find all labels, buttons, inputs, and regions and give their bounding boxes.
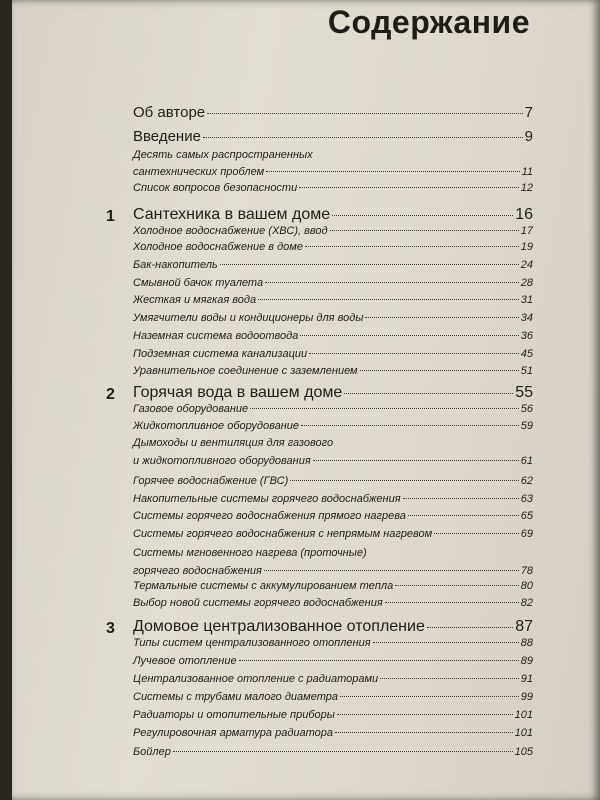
chapter-title: Горячая вода в вашем доме [133, 384, 343, 401]
dot-leader [385, 602, 519, 603]
toc-entry-label: Умягчители воды и кондиционеры для воды [133, 312, 364, 324]
chapter-number: 1 [106, 208, 115, 225]
toc-page-number: 69 [520, 528, 533, 540]
toc-page-number: 91 [520, 673, 533, 685]
toc-entry [133, 277, 533, 289]
toc-entry [133, 182, 533, 194]
dot-leader [264, 570, 519, 571]
toc-entry-label: Об авторе [133, 104, 206, 121]
toc-entry [133, 580, 533, 592]
dot-leader [300, 335, 518, 336]
toc-page-number: 7 [524, 104, 533, 121]
toc-entry-label: Накопительные системы горячего водоснабжения [133, 493, 401, 505]
toc-entry [133, 225, 533, 237]
dot-leader [403, 498, 519, 499]
toc-page-number: 51 [520, 365, 533, 377]
dot-leader [330, 230, 519, 231]
toc-page-number: 34 [520, 312, 533, 324]
dot-leader [337, 714, 513, 715]
dot-leader [301, 425, 519, 426]
toc-entry-label: Бойлер [133, 746, 171, 758]
dot-leader [360, 370, 519, 371]
toc-entry-introduction [133, 128, 533, 145]
toc-entry-label: Регулировочная арматура радиатора [133, 727, 334, 739]
toc-page-number: 78 [520, 565, 533, 577]
dot-leader [434, 533, 519, 534]
toc-entry-label: Холодное водоснабжение в доме [133, 241, 303, 253]
toc-entry-label: Централизованное отопление с радиаторами [133, 673, 379, 685]
toc-entry-label: сантехнических проблем [133, 166, 265, 178]
toc-page-number: 80 [520, 580, 533, 592]
toc-page-number: 9 [524, 128, 533, 145]
toc-page-number: 88 [520, 637, 533, 649]
toc-entry [133, 420, 533, 432]
toc-entry [133, 294, 533, 306]
dot-leader [220, 264, 519, 265]
dot-leader [207, 113, 523, 114]
toc-entry-label: Радиаторы и отопительные приборы [133, 709, 335, 721]
toc-entry-label: горячего водоснабжения [133, 565, 262, 577]
toc-page-number: 11 [521, 166, 533, 178]
toc-entry-label: Уравнительное соединение с заземлением [133, 365, 358, 377]
toc-entry-label: Системы горячего водоснабжения прямого нагрева [133, 510, 406, 522]
toc-entry [133, 493, 533, 505]
dot-leader [258, 299, 519, 300]
toc-page-number: 87 [515, 618, 533, 635]
toc-entry [133, 312, 533, 324]
toc-entry-label: Системы горячего водоснабжения с непрямым нагревом [133, 528, 433, 540]
toc-entry-label-line1: Системы мгновенного нагрева (проточные) [133, 547, 367, 559]
dot-leader [313, 460, 519, 461]
toc-entry [133, 727, 533, 739]
toc-entry [133, 365, 533, 377]
dot-leader [427, 627, 513, 628]
dot-leader [309, 353, 519, 354]
toc-entry [133, 637, 533, 649]
page-title: Содержание [327, 4, 530, 40]
toc-entry [133, 403, 533, 415]
dot-leader [408, 515, 519, 516]
dot-leader [380, 678, 519, 679]
dot-leader [373, 642, 519, 643]
dot-leader [335, 732, 513, 733]
dot-leader [290, 480, 518, 481]
chapter-number: 2 [106, 386, 115, 403]
toc-entry-label: Наземная система водоотвода [133, 330, 299, 342]
dot-leader [395, 585, 519, 586]
toc-page-number: 56 [520, 403, 533, 415]
chapter-title: Сантехника в вашем доме [133, 206, 331, 223]
dot-leader [340, 696, 519, 697]
toc-page-number: 24 [520, 259, 533, 271]
chapter-title: Домовое централизованное отопление [133, 618, 425, 635]
toc-entry [133, 475, 533, 487]
toc-page-number: 62 [520, 475, 533, 487]
toc-page-number: 16 [515, 206, 533, 223]
toc-entry-label: Системы с трубами малого диаметра [133, 691, 338, 703]
toc-entry-label-line1: Дымоходы и вентиляция для газового [133, 437, 334, 449]
dot-leader [365, 317, 518, 318]
dot-leader [203, 137, 523, 138]
chapter-number: 3 [106, 620, 115, 637]
toc-page-number: 105 [514, 746, 533, 758]
toc-page-number: 36 [520, 330, 533, 342]
toc-page-number: 17 [520, 225, 533, 237]
toc-entry-label: Газовое оборудование [133, 403, 249, 415]
toc-entry [133, 330, 533, 342]
toc-page-number: 65 [520, 510, 533, 522]
toc-entry [133, 691, 533, 703]
dot-leader [265, 282, 519, 283]
toc-page-number: 19 [520, 241, 533, 253]
book-page [12, 0, 600, 800]
dot-leader [250, 408, 519, 409]
toc-chapter-entry [133, 384, 533, 402]
toc-entry [133, 597, 533, 609]
toc-entry [133, 348, 533, 360]
toc-entry [133, 259, 533, 271]
dot-leader [344, 393, 513, 394]
toc-entry-label: Подземная система канализации [133, 348, 308, 360]
dot-leader [173, 751, 513, 752]
toc-entry [133, 166, 533, 178]
toc-entry-label: Жесткая и мягкая вода [133, 294, 257, 306]
toc-entry-label: Холодное водоснабжение (ХВС), ввод [133, 225, 328, 237]
toc-entry-label: Жидкотопливное оборудование [133, 420, 299, 432]
toc-entry-label-line1: Десять самых распространенных [133, 149, 313, 161]
toc-chapter-entry [133, 618, 533, 636]
toc-page-number: 101 [514, 709, 533, 721]
toc-page-number: 55 [515, 384, 533, 401]
toc-page-number: 101 [514, 727, 533, 739]
toc-entry-label: Смывной бачок туалета [133, 277, 264, 289]
toc-entry [133, 709, 533, 721]
toc-page-number: 31 [520, 294, 533, 306]
toc-page-number: 63 [520, 493, 533, 505]
toc-page-number: 99 [520, 691, 533, 703]
toc-page-number: 28 [520, 277, 533, 289]
toc-entry-label: Лучевое отопление [133, 655, 237, 667]
toc-entry-about-author [133, 104, 533, 121]
dot-leader [266, 171, 519, 172]
toc-entry-label: и жидкотопливного оборудования [133, 455, 311, 467]
toc-page-number: 89 [520, 655, 533, 667]
toc-entry-label: Выбор новой системы горячего водоснабжения [133, 597, 383, 609]
dot-leader [305, 246, 519, 247]
toc-entry [133, 455, 533, 467]
toc-entry [133, 565, 533, 577]
toc-page-number: 45 [520, 348, 533, 360]
toc-entry [133, 746, 533, 758]
toc-page-number: 59 [520, 420, 533, 432]
toc-entry [133, 241, 533, 253]
toc-entry [133, 510, 533, 522]
toc-entry [133, 673, 533, 685]
toc-entry-label: Горячее водоснабжение (ГВС) [133, 475, 289, 487]
dot-leader [332, 215, 513, 216]
dot-leader [239, 660, 519, 661]
dot-leader [299, 187, 519, 188]
toc-entry-label: Введение [133, 128, 201, 145]
toc-page-number: 12 [520, 182, 533, 194]
toc-page-number: 61 [520, 455, 533, 467]
toc-page-number: 82 [520, 597, 533, 609]
toc-entry-label: Бак-накопитель [133, 259, 218, 271]
toc-entry-label: Типы систем централизованного отопления [133, 637, 371, 649]
toc-entry [133, 655, 533, 667]
toc-chapter-entry [133, 206, 533, 224]
toc-entry-label: Термальные системы с аккумулированием тепла [133, 580, 394, 592]
toc-entry-label: Список вопросов безопасности [133, 182, 298, 194]
toc-entry [133, 528, 533, 540]
